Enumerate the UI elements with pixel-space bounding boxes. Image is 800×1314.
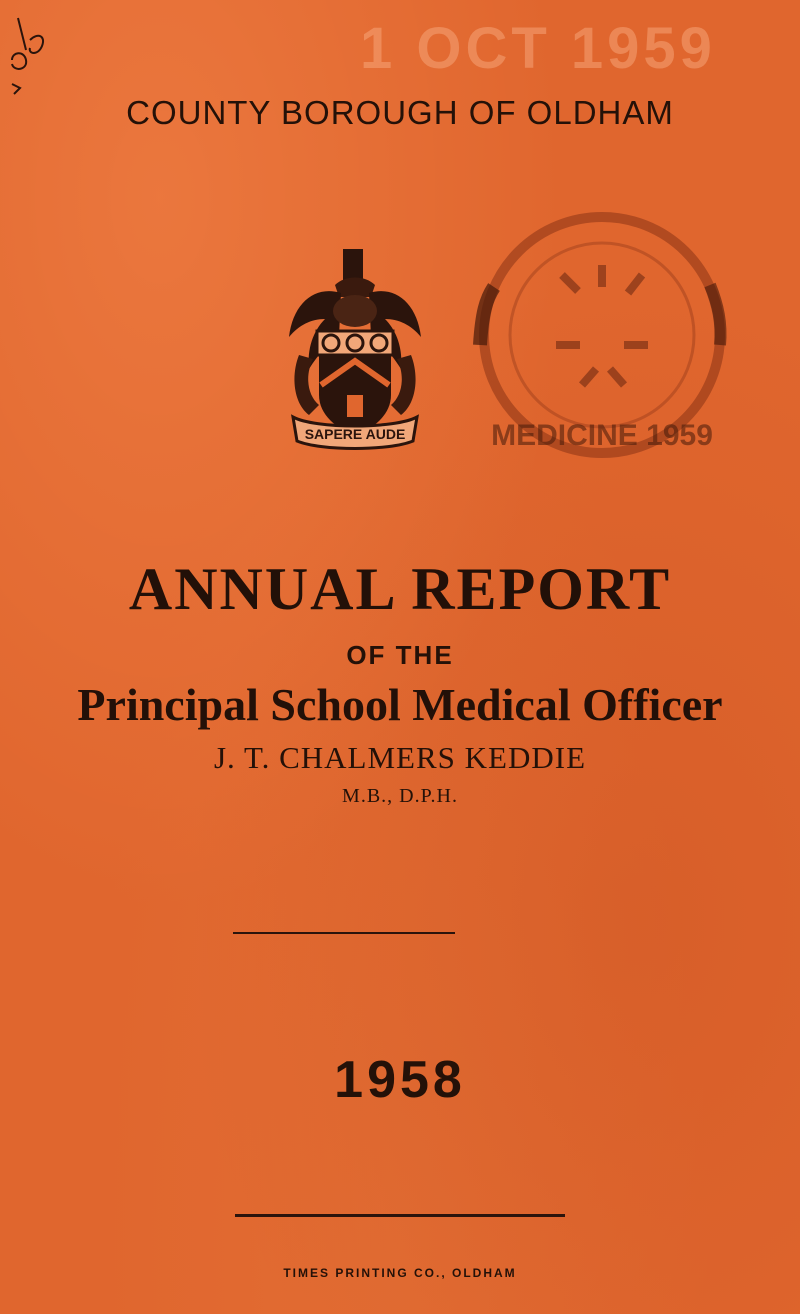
library-stamp-text: MEDICINE 1959 xyxy=(491,419,713,452)
report-title: ANNUAL REPORT xyxy=(128,556,672,622)
council-heading: COUNTY BOROUGH OF OLDHAM xyxy=(126,94,674,131)
title-connector: OF THE xyxy=(346,640,454,670)
report-year: 1958 xyxy=(334,1051,466,1109)
handwritten-mark xyxy=(8,10,58,105)
library-stamp-icon xyxy=(452,195,742,460)
report-subtitle: Principal School Medical Officer xyxy=(77,679,723,730)
officer-qualifications: M.B., D.P.H. xyxy=(342,785,458,807)
divider-short xyxy=(233,932,455,934)
crest-motto: SAPERE AUDE xyxy=(304,426,406,442)
coat-of-arms-icon xyxy=(285,245,425,455)
received-date-stamp: 1 OCT 1959 xyxy=(360,16,716,81)
divider-long xyxy=(235,1214,565,1217)
printer-imprint: TIMES PRINTING CO., OLDHAM xyxy=(283,1266,517,1280)
officer-name: J. T. CHALMERS KEDDIE xyxy=(213,740,587,775)
